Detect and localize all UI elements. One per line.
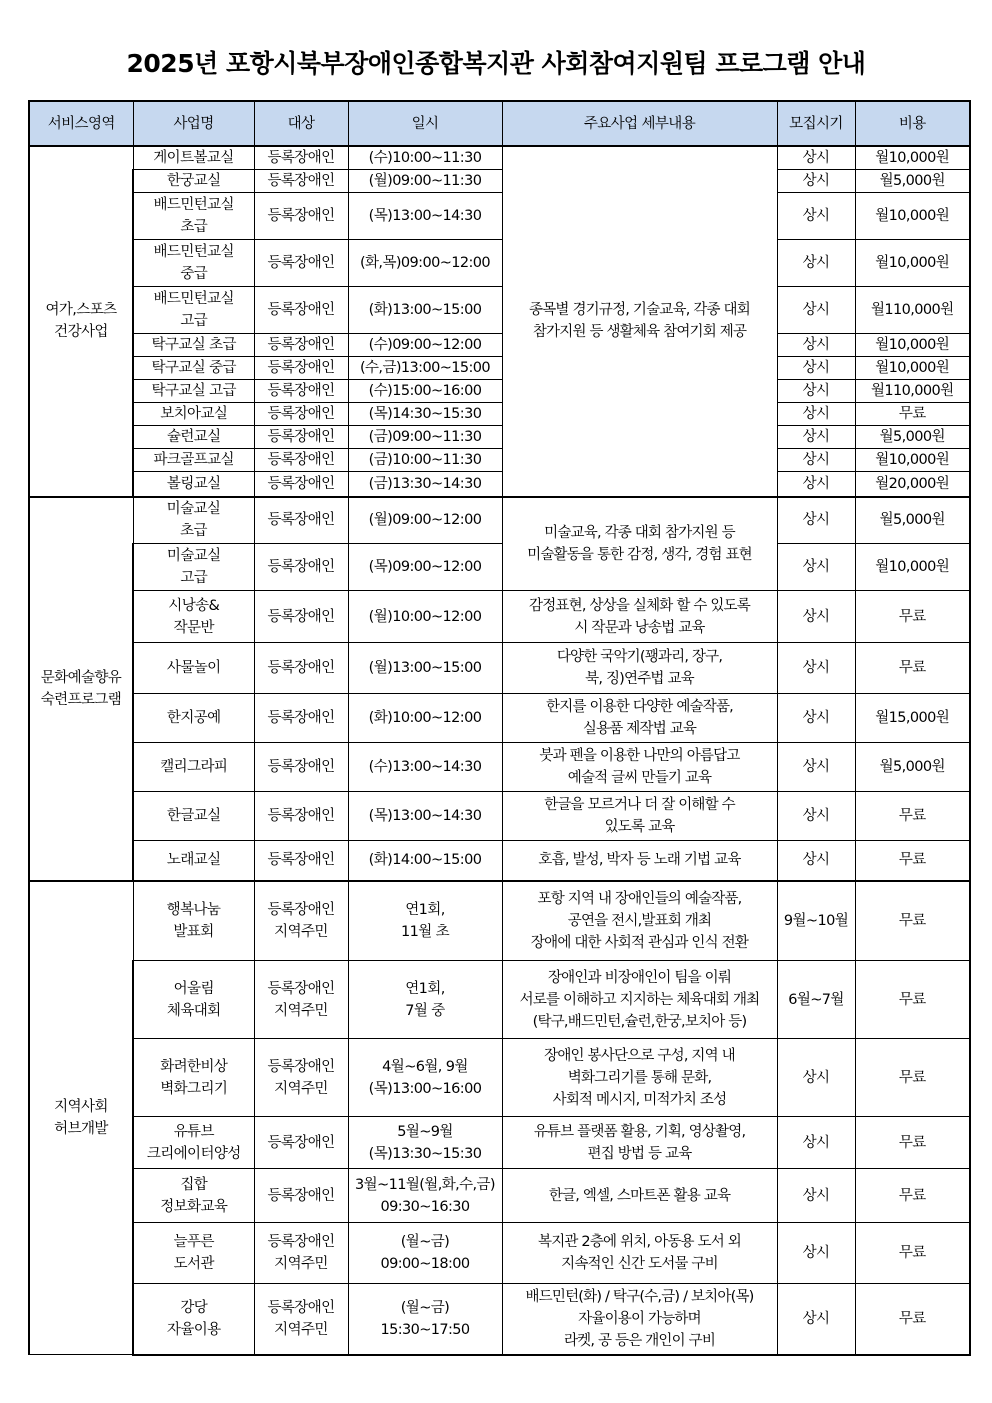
recruit-cell: 상시 — [777, 357, 855, 380]
target-cell: 등록장애인 — [254, 287, 348, 334]
recruit-cell: 9월~10월 — [777, 881, 855, 961]
recruit-cell: 상시 — [777, 403, 855, 426]
schedule-cell: 연1회, 7월 중 — [348, 961, 502, 1039]
recruit-cell: 상시 — [777, 1039, 855, 1117]
schedule-cell: (월)09:00~11:30 — [348, 170, 502, 193]
target-cell: 등록장애인 — [254, 1117, 348, 1169]
schedule-cell: (화)10:00~12:00 — [348, 694, 502, 743]
cost-cell: 월5,000원 — [855, 743, 970, 792]
schedule-cell: (목)09:00~12:00 — [348, 544, 502, 591]
cost-cell: 월20,000원 — [855, 472, 970, 497]
table-row — [29, 544, 970, 591]
header-target: 대상 — [254, 101, 348, 146]
schedule-cell: 연1회, 11월 초 — [348, 881, 502, 961]
recruit-cell: 상시 — [777, 449, 855, 472]
header-schedule: 일시 — [348, 101, 502, 146]
program-name-cell: 캘리그라피 — [133, 743, 254, 792]
cost-cell: 월10,000원 — [855, 544, 970, 591]
recruit-cell: 상시 — [777, 1284, 855, 1355]
recruit-cell: 상시 — [777, 240, 855, 287]
table-row — [29, 694, 970, 743]
table-row — [29, 1169, 970, 1223]
cost-cell: 월110,000원 — [855, 287, 970, 334]
recruit-cell: 상시 — [777, 743, 855, 792]
table-row — [29, 1117, 970, 1169]
detail-cell: 한글을 모르거나 더 잘 이해할 수 있도록 교육 — [502, 792, 777, 841]
program-name-cell: 탁구교실 중급 — [133, 357, 254, 380]
schedule-cell: (금)09:00~11:30 — [348, 426, 502, 449]
schedule-cell: (수,금)13:00~15:00 — [348, 357, 502, 380]
cost-cell: 월10,000원 — [855, 334, 970, 357]
table-row — [29, 472, 970, 497]
recruit-cell: 상시 — [777, 497, 855, 544]
recruit-cell: 상시 — [777, 643, 855, 694]
target-cell: 등록장애인 — [254, 643, 348, 694]
program-name-cell: 탁구교실 초급 — [133, 334, 254, 357]
recruit-cell: 상시 — [777, 591, 855, 643]
schedule-cell: 5월~9월 (목)13:30~15:30 — [348, 1117, 502, 1169]
recruit-cell: 상시 — [777, 1117, 855, 1169]
detail-cell: 미술교육, 각종 대회 참가지원 등 미술활동을 통한 감정, 생각, 경험 표현 — [502, 497, 777, 591]
schedule-cell: 3월~11월(월,화,수,금) 09:30~16:30 — [348, 1169, 502, 1223]
program-name-cell: 배드민턴교실 초급 — [133, 193, 254, 240]
program-name-cell: 유튜브 크리에이터양성 — [133, 1117, 254, 1169]
target-cell: 등록장애인 — [254, 544, 348, 591]
program-name-cell: 강당 자율이용 — [133, 1284, 254, 1355]
cost-cell: 월10,000원 — [855, 449, 970, 472]
table-row — [29, 1284, 970, 1355]
target-cell: 등록장애인 지역주민 — [254, 1223, 348, 1284]
table-header-row — [29, 101, 970, 146]
service-area-cell: 지역사회 허브개발 — [29, 881, 133, 1355]
table-row — [29, 497, 970, 544]
detail-cell: 붓과 펜을 이용한 나만의 아름답고 예술적 글씨 만들기 교육 — [502, 743, 777, 792]
detail-cell: 장애인 봉사단으로 구성, 지역 내 벽화그리기를 통해 문화, 사회적 메시지, 미적가치 조성 — [502, 1039, 777, 1117]
detail-cell: 복지관 2층에 위치, 아동용 도서 외 지속적인 신간 도서물 구비 — [502, 1223, 777, 1284]
table-row — [29, 1223, 970, 1284]
target-cell: 등록장애인 — [254, 146, 348, 170]
recruit-cell: 상시 — [777, 287, 855, 334]
target-cell: 등록장애인 — [254, 792, 348, 841]
recruit-cell: 상시 — [777, 146, 855, 170]
target-cell: 등록장애인 — [254, 426, 348, 449]
header-detail: 주요사업 세부내용 — [502, 101, 777, 146]
target-cell: 등록장애인 — [254, 841, 348, 881]
detail-cell: 종목별 경기규정, 기술교육, 각종 대회 참가지원 등 생활체육 참여기회 제공 — [502, 146, 777, 497]
cost-cell: 월5,000원 — [855, 170, 970, 193]
program-name-cell: 어울림 체육대회 — [133, 961, 254, 1039]
cost-cell: 무료 — [855, 841, 970, 881]
recruit-cell: 상시 — [777, 472, 855, 497]
target-cell: 등록장애인 — [254, 193, 348, 240]
page-title: 2025년 포항시북부장애인종합복지관 사회참여지원팀 프로그램 안내 — [126, 49, 866, 78]
schedule-cell: (금)10:00~11:30 — [348, 449, 502, 472]
recruit-cell: 상시 — [777, 170, 855, 193]
schedule-cell: (수)10:00~11:30 — [348, 146, 502, 170]
table-row — [29, 357, 970, 380]
cost-cell: 무료 — [855, 591, 970, 643]
program-name-cell: 보치아교실 — [133, 403, 254, 426]
program-name-cell: 늘푸른 도서관 — [133, 1223, 254, 1284]
table-row — [29, 193, 970, 240]
target-cell: 등록장애인 — [254, 240, 348, 287]
schedule-cell: (화,목)09:00~12:00 — [348, 240, 502, 287]
detail-cell: 유튜브 플랫폼 활용, 기획, 영상촬영, 편집 방법 등 교육 — [502, 1117, 777, 1169]
schedule-cell: (화)13:00~15:00 — [348, 287, 502, 334]
program-name-cell: 파크골프교실 — [133, 449, 254, 472]
target-cell: 등록장애인 — [254, 497, 348, 544]
recruit-cell: 상시 — [777, 426, 855, 449]
recruit-cell: 상시 — [777, 694, 855, 743]
program-name-cell: 미술교실 고급 — [133, 544, 254, 591]
recruit-cell: 상시 — [777, 792, 855, 841]
target-cell: 등록장애인 지역주민 — [254, 1039, 348, 1117]
target-cell: 등록장애인 — [254, 380, 348, 403]
detail-cell: 한글, 엑셀, 스마트폰 활용 교육 — [502, 1169, 777, 1223]
recruit-cell: 상시 — [777, 334, 855, 357]
service-area-cell: 여가,스포츠 건강사업 — [29, 146, 133, 497]
cost-cell: 월5,000원 — [855, 497, 970, 544]
cost-cell: 무료 — [855, 1169, 970, 1223]
cost-cell: 월110,000원 — [855, 380, 970, 403]
cost-cell: 무료 — [855, 1039, 970, 1117]
schedule-cell: (화)14:00~15:00 — [348, 841, 502, 881]
program-name-cell: 한지공예 — [133, 694, 254, 743]
program-table — [28, 100, 971, 1356]
target-cell: 등록장애인 지역주민 — [254, 881, 348, 961]
detail-cell: 장애인과 비장애인이 팀을 이뤄 서로를 이해하고 지지하는 체육대회 개최 (탁구,배드민턴,슐런,한궁,보치아 등) — [502, 961, 777, 1039]
table-row — [29, 881, 970, 961]
table-row — [29, 449, 970, 472]
program-name-cell: 미술교실 초급 — [133, 497, 254, 544]
table-row — [29, 591, 970, 643]
recruit-cell: 상시 — [777, 544, 855, 591]
program-name-cell: 볼링교실 — [133, 472, 254, 497]
table-row — [29, 240, 970, 287]
program-name-cell: 한궁교실 — [133, 170, 254, 193]
table-row — [29, 146, 970, 170]
table-row — [29, 743, 970, 792]
target-cell: 등록장애인 — [254, 472, 348, 497]
service-area-cell: 문화예술향유 숙련프로그램 — [29, 497, 133, 881]
target-cell: 등록장애인 — [254, 403, 348, 426]
cost-cell: 월15,000원 — [855, 694, 970, 743]
program-name-cell: 사물놀이 — [133, 643, 254, 694]
recruit-cell: 상시 — [777, 193, 855, 240]
cost-cell: 월10,000원 — [855, 240, 970, 287]
detail-cell: 감정표현, 상상을 실체화 할 수 있도록 시 작문과 낭송법 교육 — [502, 591, 777, 643]
cost-cell: 무료 — [855, 792, 970, 841]
table-row — [29, 334, 970, 357]
program-name-cell: 한글교실 — [133, 792, 254, 841]
header-cost: 비용 — [855, 101, 970, 146]
program-name-cell: 행복나눔 발표회 — [133, 881, 254, 961]
cost-cell: 무료 — [855, 1117, 970, 1169]
cost-cell: 무료 — [855, 881, 970, 961]
detail-cell: 다양한 국악기(꽹과리, 장구, 북, 징)연주법 교육 — [502, 643, 777, 694]
schedule-cell: (월)13:00~15:00 — [348, 643, 502, 694]
schedule-cell: (월)09:00~12:00 — [348, 497, 502, 544]
program-name-cell: 배드민턴교실 고급 — [133, 287, 254, 334]
target-cell: 등록장애인 지역주민 — [254, 961, 348, 1039]
recruit-cell: 상시 — [777, 841, 855, 881]
table-row — [29, 380, 970, 403]
target-cell: 등록장애인 — [254, 334, 348, 357]
schedule-cell: (수)13:00~14:30 — [348, 743, 502, 792]
target-cell: 등록장애인 — [254, 449, 348, 472]
table-row — [29, 170, 970, 193]
detail-cell: 배드민턴(화) / 탁구(수,금) / 보치아(목) 자율이용이 가능하며 라켓, 공 등은 개인이 구비 — [502, 1284, 777, 1355]
cost-cell: 월10,000원 — [855, 193, 970, 240]
schedule-cell: (월~금) 15:30~17:50 — [348, 1284, 502, 1355]
schedule-cell: (월~금) 09:00~18:00 — [348, 1223, 502, 1284]
cost-cell: 무료 — [855, 643, 970, 694]
target-cell: 등록장애인 — [254, 1169, 348, 1223]
recruit-cell: 6월~7월 — [777, 961, 855, 1039]
table-row — [29, 287, 970, 334]
table-row — [29, 792, 970, 841]
detail-cell: 호흡, 발성, 박자 등 노래 기법 교육 — [502, 841, 777, 881]
target-cell: 등록장애인 — [254, 591, 348, 643]
detail-cell: 포항 지역 내 장애인들의 예술작품, 공연을 전시,발표회 개최 장애에 대한 사회적 관심과 인식 전환 — [502, 881, 777, 961]
schedule-cell: (목)13:00~14:30 — [348, 792, 502, 841]
recruit-cell: 상시 — [777, 1169, 855, 1223]
schedule-cell: (목)14:30~15:30 — [348, 403, 502, 426]
cost-cell: 월10,000원 — [855, 146, 970, 170]
program-name-cell: 배드민턴교실 중급 — [133, 240, 254, 287]
schedule-cell: (월)10:00~12:00 — [348, 591, 502, 643]
cost-cell: 무료 — [855, 1284, 970, 1355]
program-name-cell: 슐런교실 — [133, 426, 254, 449]
table-row — [29, 426, 970, 449]
target-cell: 등록장애인 — [254, 743, 348, 792]
program-name-cell: 집합 정보화교육 — [133, 1169, 254, 1223]
table-row — [29, 643, 970, 694]
schedule-cell: 4월~6월, 9월 (목)13:00~16:00 — [348, 1039, 502, 1117]
header-recruit: 모집시기 — [777, 101, 855, 146]
target-cell: 등록장애인 지역주민 — [254, 1284, 348, 1355]
program-name-cell: 노래교실 — [133, 841, 254, 881]
schedule-cell: (목)13:00~14:30 — [348, 193, 502, 240]
table-row — [29, 1039, 970, 1117]
cost-cell: 무료 — [855, 1223, 970, 1284]
program-name-cell: 게이트볼교실 — [133, 146, 254, 170]
table-row — [29, 841, 970, 881]
cost-cell: 무료 — [855, 403, 970, 426]
target-cell: 등록장애인 — [254, 170, 348, 193]
cost-cell: 월5,000원 — [855, 426, 970, 449]
program-name-cell: 시낭송& 작문반 — [133, 591, 254, 643]
schedule-cell: (수)09:00~12:00 — [348, 334, 502, 357]
header-area: 서비스영역 — [29, 101, 133, 146]
table-row — [29, 961, 970, 1039]
target-cell: 등록장애인 — [254, 357, 348, 380]
schedule-cell: (금)13:30~14:30 — [348, 472, 502, 497]
program-name-cell: 화려한비상 벽화그리기 — [133, 1039, 254, 1117]
recruit-cell: 상시 — [777, 1223, 855, 1284]
program-name-cell: 탁구교실 고급 — [133, 380, 254, 403]
header-program: 사업명 — [133, 101, 254, 146]
table-row — [29, 403, 970, 426]
schedule-cell: (수)15:00~16:00 — [348, 380, 502, 403]
recruit-cell: 상시 — [777, 380, 855, 403]
detail-cell: 한지를 이용한 다양한 예술작품, 실용품 제작법 교육 — [502, 694, 777, 743]
cost-cell: 무료 — [855, 961, 970, 1039]
target-cell: 등록장애인 — [254, 694, 348, 743]
cost-cell: 월10,000원 — [855, 357, 970, 380]
